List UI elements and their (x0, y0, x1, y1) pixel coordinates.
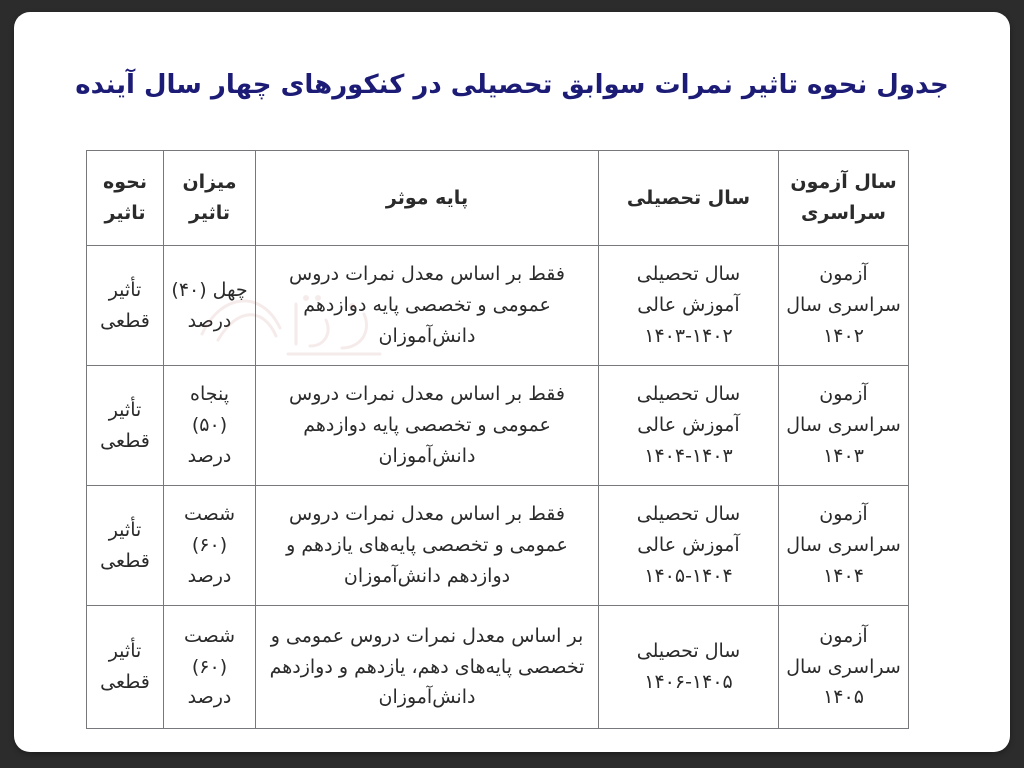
cell-influence-mode: تأثیر قطعی (87, 246, 164, 366)
column-header-exam-year: سال آزمون سراسری (779, 151, 909, 246)
table-header-row (87, 151, 909, 246)
table-row (87, 486, 909, 606)
table-header (87, 151, 909, 246)
table-row (87, 246, 909, 366)
cell-exam-year: آزمون سراسری سال ۱۴۰۳ (779, 366, 909, 486)
content-card (14, 12, 1010, 752)
table-row (87, 366, 909, 486)
cell-influence-amount: شصت (۶۰) درصد (164, 486, 256, 606)
cell-academic-year: سال تحصیلی آموزش عالی ۱۴۰۴-۱۴۰۵ (599, 486, 779, 606)
cell-influence-mode: تأثیر قطعی (87, 606, 164, 729)
cell-influence-mode: تأثیر قطعی (87, 366, 164, 486)
cell-influence-mode: تأثیر قطعی (87, 486, 164, 606)
column-header-influence-mode: نحوه تاثیر (87, 151, 164, 246)
grades-table-container (87, 150, 909, 729)
cell-academic-year: سال تحصیلی ۱۴۰۵-۱۴۰۶ (599, 606, 779, 729)
cell-effective-grade: بر اساس معدل نمرات دروس عمومی و تخصصی پایه‌های دهم، یازدهم و دوازدهم دانش‌آموزان (256, 606, 599, 729)
column-header-academic-year: سال تحصیلی (599, 151, 779, 246)
page-title: جدول نحوه تاثیر نمرات سوابق تحصیلی در کنکورهای چهار سال آینده (75, 70, 949, 100)
table-row (87, 606, 909, 729)
column-header-effective-grade: پایه موثر (256, 151, 599, 246)
cell-academic-year: سال تحصیلی آموزش عالی ۱۴۰۲-۱۴۰۳ (599, 246, 779, 366)
cell-effective-grade: فقط بر اساس معدل نمرات دروس عمومی و تخصصی پایه دوازدهم دانش‌آموزان (256, 366, 599, 486)
cell-effective-grade: فقط بر اساس معدل نمرات دروس عمومی و تخصصی پایه‌های یازدهم و دوازدهم دانش‌آموزان (256, 486, 599, 606)
cell-influence-amount: شصت (۶۰) درصد (164, 606, 256, 729)
column-header-influence-amount: میزان تاثیر (164, 151, 256, 246)
cell-influence-amount: چهل (۴۰) درصد (164, 246, 256, 366)
cell-exam-year: آزمون سراسری سال ۱۴۰۴ (779, 486, 909, 606)
influence-table (86, 150, 909, 729)
cell-influence-amount: پنجاه (۵۰) درصد (164, 366, 256, 486)
cell-academic-year: سال تحصیلی آموزش عالی ۱۴۰۳-۱۴۰۴ (599, 366, 779, 486)
table-body (87, 246, 909, 729)
cell-exam-year: آزمون سراسری سال ۱۴۰۵ (779, 606, 909, 729)
cell-exam-year: آزمون سراسری سال ۱۴۰۲ (779, 246, 909, 366)
cell-effective-grade: فقط بر اساس معدل نمرات دروس عمومی و تخصصی پایه دوازدهم دانش‌آموزان (256, 246, 599, 366)
